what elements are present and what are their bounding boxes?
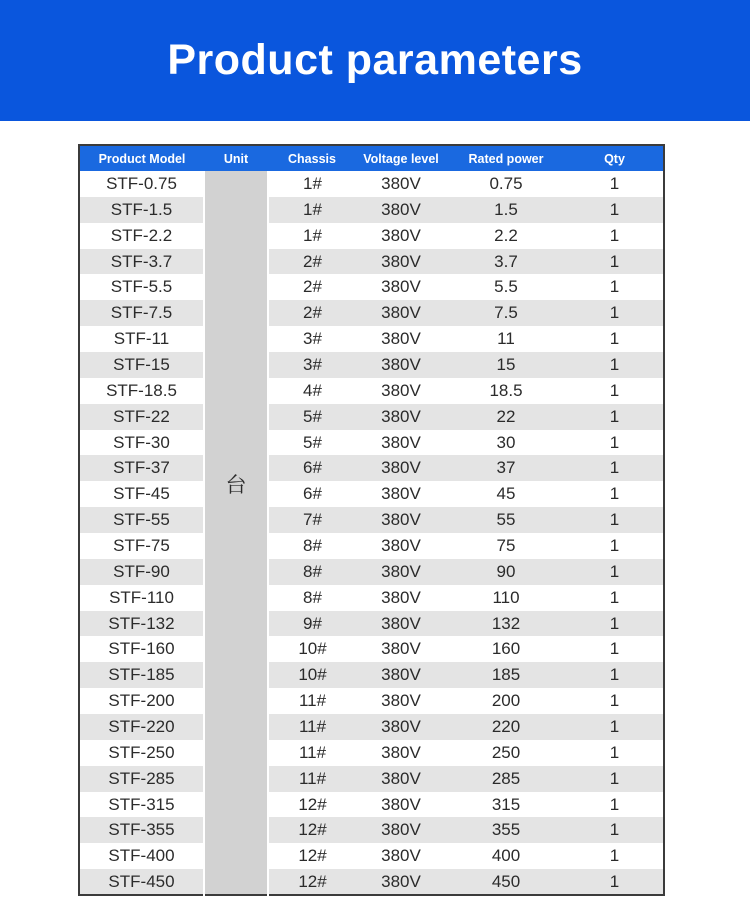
table-row [79,430,664,456]
cell-rated-power: 18.5 [489,380,523,400]
cell-chassis: 7# [268,507,356,533]
column-header-voltage-level: Voltage level [356,145,446,171]
cell-voltage-level: 380V [356,352,446,378]
cell-product-model: STF-285 [79,766,204,792]
table-row [79,688,664,714]
cell-qty: 1 [609,277,620,297]
cell-rated-power: 200 [491,691,521,711]
cell-product-model: STF-22 [79,404,204,430]
page-title: Product parameters [167,36,583,84]
cell-voltage-level: 380V [356,507,446,533]
table-row [79,455,664,481]
table-row [79,740,664,766]
table-body [79,171,664,895]
column-header-qty: Qty [566,145,664,171]
cell-voltage-level: 380V [381,380,421,400]
cell-voltage-level: 380V [381,329,421,349]
cell-qty: 1 [609,225,620,245]
table-header-row [79,145,664,171]
cell-qty: 1 [609,484,620,504]
table-row [79,326,664,352]
cell-chassis: 4# [303,380,322,400]
cell-product-model: STF-7.5 [79,300,204,326]
cell-product-model: STF-11 [113,329,170,349]
cell-product-model: STF-355 [79,817,204,843]
cell-product-model: STF-3.7 [79,249,204,275]
cell-rated-power: 185 [446,662,566,688]
cell-qty: 1 [566,507,664,533]
table-row [79,585,664,611]
column-header-rated-power: Rated power [446,145,566,171]
cell-chassis: 1# [303,225,322,245]
cell-rated-power: 132 [446,611,566,637]
cell-qty: 1 [566,611,664,637]
table-row [79,507,664,533]
cell-chassis: 10# [268,662,356,688]
cell-product-model: STF-200 [108,691,175,711]
cell-chassis: 11# [268,766,356,792]
cell-product-model: STF-37 [79,455,204,481]
table-row [79,197,664,223]
cell-product-model: STF-220 [79,714,204,740]
cell-rated-power: 1.5 [446,197,566,223]
cell-rated-power: 5.5 [494,277,518,297]
cell-rated-power: 315 [491,794,521,814]
cell-product-model: STF-0.75 [106,173,177,193]
cell-voltage-level: 380V [381,277,421,297]
cell-voltage-level: 380V [356,249,446,275]
cell-chassis: 11# [268,714,356,740]
cell-product-model: STF-185 [79,662,204,688]
cell-qty: 1 [566,662,664,688]
cell-voltage-level: 380V [356,662,446,688]
cell-qty: 1 [609,742,620,762]
cell-product-model: STF-315 [108,794,175,814]
cell-voltage-level: 380V [381,742,421,762]
cell-product-model: STF-400 [108,846,175,866]
cell-rated-power: 250 [491,742,521,762]
cell-chassis: 10# [298,639,327,659]
cell-qty: 1 [609,173,620,193]
table-row [79,766,664,792]
cell-chassis: 11# [298,742,327,762]
table-row [79,378,664,404]
column-header-product-model: Product Model [79,145,204,171]
cell-product-model: STF-45 [113,484,170,504]
cell-product-model: STF-450 [79,869,204,895]
table-row [79,843,664,869]
table-row [79,249,664,275]
cell-chassis: 12# [298,846,327,866]
cell-rated-power: 11 [497,329,515,349]
cell-chassis: 6# [268,455,356,481]
cell-chassis: 12# [298,794,327,814]
cell-qty: 1 [566,249,664,275]
table-row [79,611,664,637]
cell-rated-power: 30 [496,432,516,452]
cell-voltage-level: 380V [381,794,421,814]
unit-value: 台 [225,473,247,497]
cell-rated-power: 37 [446,455,566,481]
cell-rated-power: 75 [496,535,516,555]
table-row [79,481,664,507]
cell-voltage-level: 380V [381,173,421,193]
product-parameters-table [78,144,665,896]
table-row [79,274,664,300]
cell-voltage-level: 380V [381,587,421,607]
cell-chassis: 8# [303,535,322,555]
cell-rated-power: 220 [446,714,566,740]
table-row [79,817,664,843]
cell-voltage-level: 380V [356,559,446,585]
cell-product-model: STF-2.2 [110,225,173,245]
cell-chassis: 9# [268,611,356,637]
cell-rated-power: 7.5 [446,300,566,326]
cell-chassis: 8# [268,559,356,585]
cell-chassis: 11# [298,691,327,711]
cell-chassis: 5# [303,432,322,452]
cell-qty: 1 [609,639,620,659]
cell-chassis: 8# [303,587,322,607]
table-row [79,171,664,197]
cell-rated-power: 355 [446,817,566,843]
cell-voltage-level: 380V [356,869,446,895]
cell-voltage-level: 380V [356,404,446,430]
cell-chassis: 12# [268,869,356,895]
cell-chassis: 12# [268,817,356,843]
cell-rated-power: 400 [491,846,521,866]
cell-qty: 1 [566,714,664,740]
cell-rated-power: 15 [446,352,566,378]
cell-voltage-level: 380V [381,639,421,659]
cell-rated-power: 45 [496,484,516,504]
cell-rated-power: 2.2 [494,225,518,245]
cell-product-model: STF-110 [109,587,174,607]
cell-rated-power: 90 [446,559,566,585]
cell-product-model: STF-15 [79,352,204,378]
cell-unit-merged [204,171,268,895]
cell-rated-power: 0.75 [489,173,523,193]
table-row [79,662,664,688]
cell-voltage-level: 380V [356,766,446,792]
table-row [79,792,664,818]
cell-product-model: STF-18.5 [106,380,177,400]
cell-product-model: STF-132 [79,611,204,637]
cell-qty: 1 [566,352,664,378]
cell-voltage-level: 380V [381,484,421,504]
cell-rated-power: 110 [492,587,520,607]
cell-rated-power: 285 [446,766,566,792]
cell-qty: 1 [609,846,620,866]
cell-qty: 1 [566,404,664,430]
cell-voltage-level: 380V [381,846,421,866]
table-row [79,714,664,740]
cell-rated-power: 22 [446,404,566,430]
cell-qty: 1 [609,380,620,400]
cell-chassis: 2# [268,249,356,275]
cell-product-model: STF-55 [79,507,204,533]
cell-product-model: STF-160 [108,639,175,659]
cell-chassis: 2# [268,300,356,326]
cell-voltage-level: 380V [381,225,421,245]
cell-voltage-level: 380V [356,817,446,843]
title-banner [0,0,750,121]
cell-chassis: 5# [268,404,356,430]
cell-chassis: 3# [303,329,322,349]
table-row [79,352,664,378]
cell-chassis: 1# [268,197,356,223]
cell-product-model: STF-90 [79,559,204,585]
cell-rated-power: 55 [446,507,566,533]
table-row [79,533,664,559]
cell-qty: 1 [566,300,664,326]
cell-chassis: 1# [303,173,322,193]
cell-voltage-level: 380V [356,455,446,481]
cell-voltage-level: 380V [356,197,446,223]
cell-product-model: STF-250 [108,742,175,762]
cell-product-model: STF-30 [113,432,170,452]
table-row [79,636,664,662]
column-header-unit: Unit [204,145,268,171]
cell-rated-power: 450 [446,869,566,895]
cell-product-model: STF-5.5 [110,277,173,297]
cell-qty: 1 [566,817,664,843]
cell-qty: 1 [609,587,620,607]
cell-voltage-level: 380V [356,714,446,740]
cell-qty: 1 [609,794,620,814]
cell-rated-power: 160 [491,639,521,659]
table-row [79,559,664,585]
cell-chassis: 3# [268,352,356,378]
column-header-chassis: Chassis [268,145,356,171]
cell-qty: 1 [566,197,664,223]
cell-qty: 1 [609,691,620,711]
table-row [79,223,664,249]
table-row [79,300,664,326]
table-row [79,869,664,895]
cell-qty: 1 [609,329,620,349]
cell-qty: 1 [566,869,664,895]
cell-qty: 1 [566,766,664,792]
table-row [79,404,664,430]
cell-voltage-level: 380V [356,300,446,326]
cell-product-model: STF-75 [113,535,170,555]
cell-rated-power: 3.7 [446,249,566,275]
cell-qty: 1 [609,535,620,555]
cell-voltage-level: 380V [381,432,421,452]
cell-product-model: STF-1.5 [79,197,204,223]
cell-voltage-level: 380V [381,535,421,555]
cell-qty: 1 [566,455,664,481]
cell-qty: 1 [609,432,620,452]
cell-chassis: 6# [303,484,322,504]
cell-chassis: 2# [303,277,322,297]
cell-voltage-level: 380V [381,691,421,711]
cell-qty: 1 [566,559,664,585]
cell-voltage-level: 380V [356,611,446,637]
